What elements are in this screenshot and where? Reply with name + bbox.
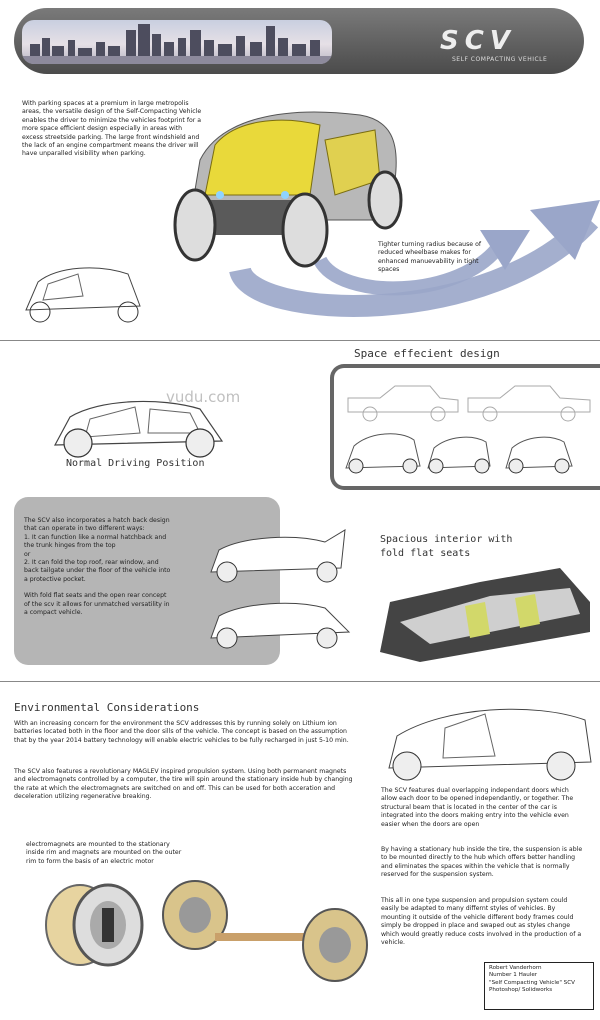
- skyline-drawing: [22, 20, 332, 64]
- normal-driving-caption: Normal Driving Position: [66, 458, 205, 469]
- section-divider-2: [0, 681, 600, 682]
- section-divider: [0, 340, 600, 341]
- hatch-paragraph-2: With fold flat seats and the open rear concept of the scv it allows for unmatched versatility in a compact vehicle.: [24, 592, 170, 617]
- maglev-wheel-illustration: [40, 880, 150, 970]
- hub-paragraph: By having a stationary hub inside the tire, the suspension is able to be mounted directly to the hub which offers better handling and eliminates the spaces within the vehicle that is normally reserved for the suspension system.: [381, 846, 583, 879]
- intro-paragraph: With parking spaces at a premium in large metropolis areas, the versatile design of the Self-Compacting Vehicle enables the driver to minimize the vehicles footprint for a more space efficient design especially in areas with excess streetside parking. The large front windshield and the lack of an engine compartment means the driver will have unparalled visibility when parking.: [22, 100, 202, 158]
- hatch-option-1: 1. It can function like a normal hatchback and the trunk hinges from the top: [24, 533, 167, 550]
- environment-title: Environmental Considerations: [14, 701, 200, 714]
- doors-paragraph: The SCV features dual overlapping independant doors which allow each door to be opened independantly, or together. The structural beam that is located in the center of the car is integrated into the doors making entry into the vehicle even easier when the doors are open: [381, 787, 574, 828]
- logo-subtitle: SELF COMPACTING VEHICLE: [452, 56, 548, 63]
- credit-line-2: Number 1 Hauler: [489, 972, 538, 979]
- credit-line-3: "Self Compacting Vehicle" SCV: [489, 979, 575, 986]
- hatch-paragraph-1: The SCV also incorporates a hatch back design that can operate in two different ways:: [24, 517, 170, 533]
- normal-driving-car-sketch: [50, 395, 230, 460]
- sketch-car-small: [18, 262, 148, 324]
- environment-paragraph-1: With an increasing concern for the environment the SCV addresses this by running solely on Lithium ion batteries located both in the floor and the door sills of the vehicle. The concept is based on the assumption that by the year 2014 battery technology will enable electric vehicles to be fully recharged in just 5-10 min.: [14, 720, 349, 744]
- watermark-text: vudu.com: [166, 388, 241, 406]
- environment-paragraph-2: The SCV also features a revolutionary MAGLEV inspired propulsion system. Using both permanent magnets and electromagnets controlled by a computer, the tire will spin around the stationary inside hub by changing the rate at which the electromagnets are switched on and off. This can be used for both acceration and deceleration utilizing regenerative breaking.: [14, 768, 353, 801]
- hatch-or: or: [24, 550, 31, 558]
- hatch-option-2: 2. It can fold the top roof, rear window, and back tailgate under the floor of the vehicle into a protective pocket.: [24, 559, 171, 583]
- magnet-caption: electromagnets are mounted to the stationary inside rim and magnets are mounted on the outer rim to form the basis of an electric motor: [26, 841, 182, 865]
- hatch-info-text: [24, 517, 174, 617]
- credit-line-1: Robert Vanderhorn: [489, 965, 542, 971]
- space-section-title: Space effecient design: [354, 347, 500, 360]
- credit-line-4: Photoshop/ Solidworks: [489, 987, 553, 994]
- turning-radius-caption: Tighter turning radius because of reduced wheelbase makes for enhanced manuevability in tight spaces: [378, 241, 482, 274]
- all-in-one-paragraph: This all in one type suspension and propulsion system could easily be adapted to many differnt styles of vehicles. By mounting it outside of the vehicle different body frames could simply be dropped in place and swaped out as styles change which would greatly reduce costs involved in the production of a vehicle.: [381, 897, 582, 947]
- space-comparison-sketches: [340, 380, 600, 480]
- interior-car-cutaway: [380, 562, 595, 667]
- interior-title: Spacious interior with fold flat seats: [380, 534, 513, 559]
- dual-door-car-sketch: [385, 700, 595, 790]
- city-skyline-image: [22, 20, 332, 64]
- credit-box: [484, 962, 594, 1010]
- suspension-axle-illustration: [155, 875, 380, 990]
- hatch-sketches: [205, 520, 355, 660]
- scv-logo: SCV: [440, 26, 516, 56]
